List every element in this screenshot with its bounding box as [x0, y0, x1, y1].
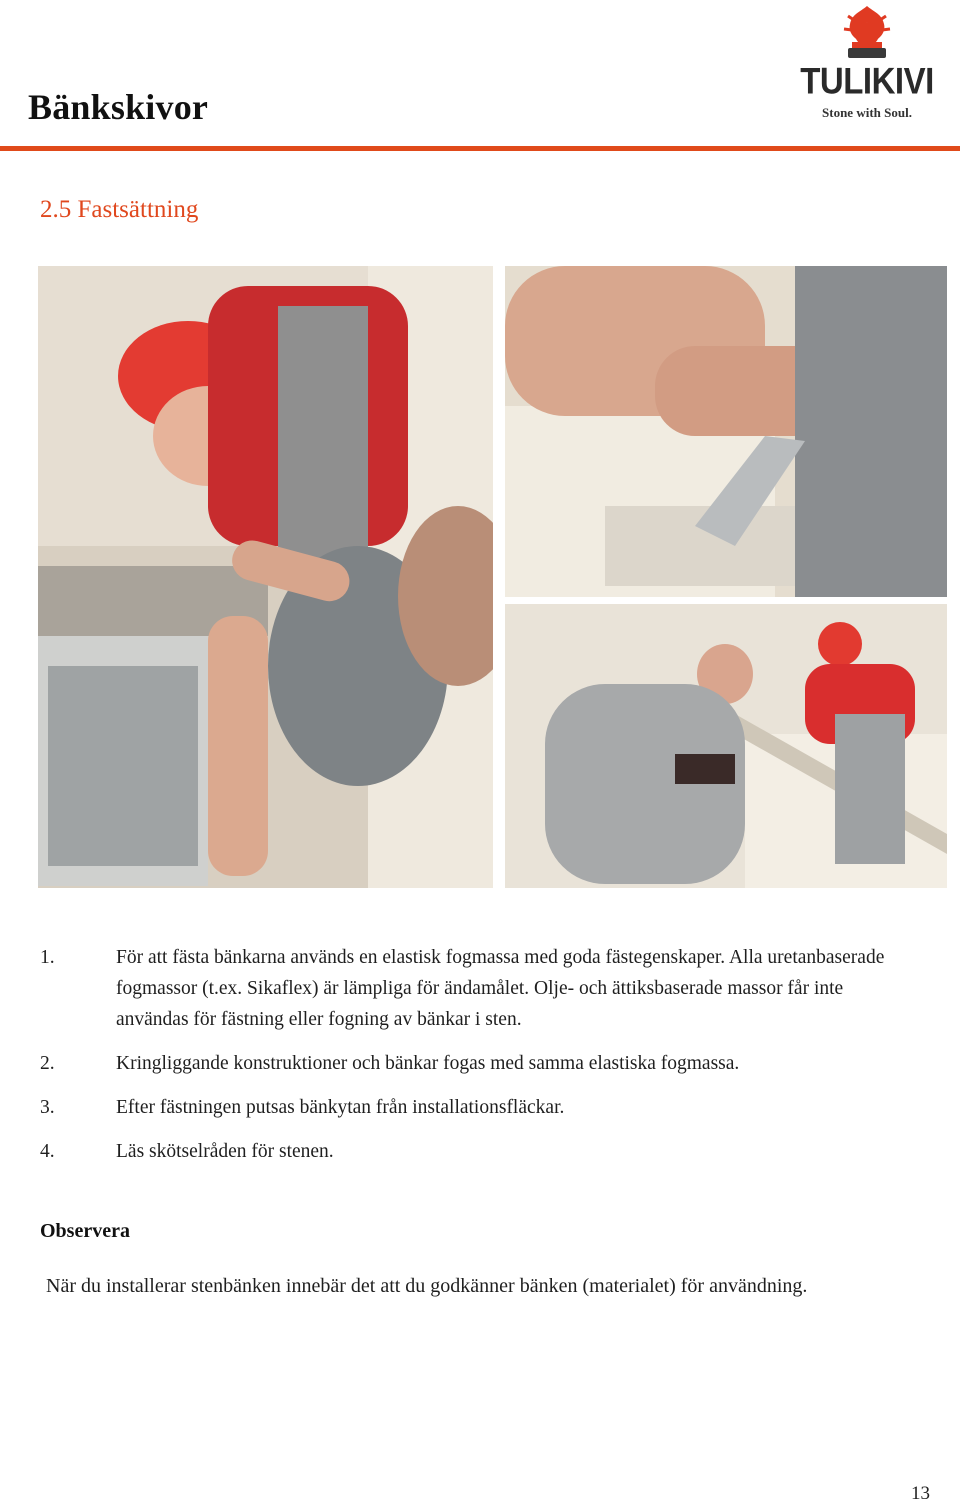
page-number: 13 [911, 1483, 930, 1504]
note-title: Observera [40, 1220, 130, 1242]
header-divider [0, 146, 960, 151]
logo-wordmark: TULIKIVI [800, 59, 934, 102]
photo-caulking-closeup [505, 266, 947, 597]
step-text: Efter fästningen putsas bänkytan från installationsfläckar. [116, 1097, 565, 1118]
page-title: Bänkskivor [28, 87, 209, 127]
tulikivi-logo [792, 2, 942, 124]
step-number: 2. [40, 1053, 55, 1074]
instruction-step [40, 1136, 900, 1167]
step-text: Läs skötselråden för stenen. [116, 1141, 334, 1162]
step-number: 4. [40, 1141, 55, 1162]
section-heading: 2.5 Fastsättning [40, 196, 199, 223]
instruction-step [40, 942, 900, 1035]
instruction-step [40, 1092, 900, 1123]
instruction-step [40, 1048, 900, 1079]
photo-workers-fitting-countertop [38, 266, 493, 888]
step-number: 1. [40, 947, 55, 968]
flame-icon [792, 2, 942, 62]
photo-applying-sealant [505, 604, 947, 888]
instruction-list [40, 942, 900, 1180]
step-text: För att fästa bänkarna används en elastisk fogmassa med goda fästegenskaper. Alla uretanbaserade fogmassor (t.ex. Sikaflex) är lämpliga för ändamålet. Olje- och ättiksbaserade massor får inte användas för fästning eller fogning av bänkar i sten. [116, 947, 885, 1030]
logo-slogan: Stone with Soul. [822, 105, 912, 120]
step-text: Kringliggande konstruktioner och bänkar fogas med samma elastiska fogmassa. [116, 1053, 740, 1074]
note-text: När du installerar stenbänken innebär det att du godkänner bänken (materialet) för användning. [46, 1275, 808, 1297]
step-number: 3. [40, 1097, 55, 1118]
